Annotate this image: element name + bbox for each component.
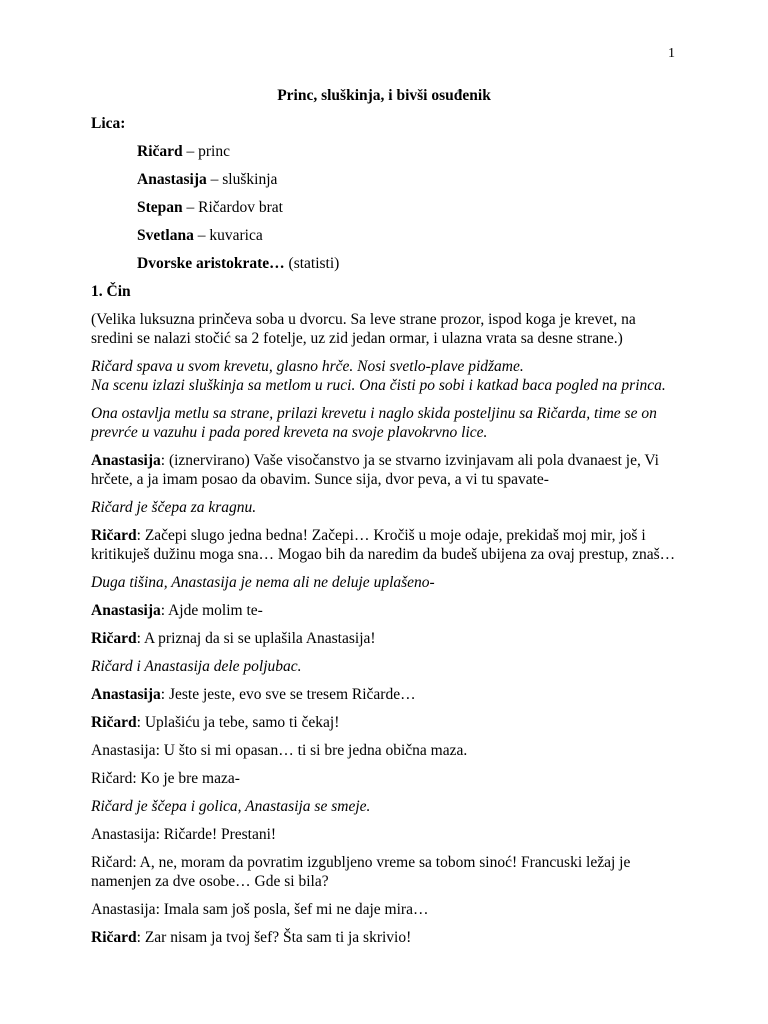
line-text: Anastasija: U što si mi opasan… ti si bre jedna obična maza. [91, 742, 468, 759]
cast-name: Svetlana [137, 227, 194, 244]
stage-direction [91, 797, 691, 816]
cast-role: (statisti) [284, 255, 340, 272]
line-text: : A priznaj da si se uplašila Anastasija! [136, 630, 376, 647]
cast-name: Dvorske aristokrate… [137, 255, 285, 272]
line-text: Ričard: Ko je bre maza- [91, 770, 240, 787]
cast-role: – Ričardov brat [182, 199, 283, 216]
speaker-name: Anastasija [91, 686, 161, 703]
text-line [91, 357, 691, 376]
line-text: : (iznervirano) Vaše visočanstvo ja se stvarno izvinjavam ali pola dvanaest je, Vi [160, 452, 659, 469]
dialogue-line [91, 629, 691, 648]
text-line [91, 900, 691, 919]
text-line [91, 629, 691, 648]
stage-direction [91, 657, 691, 676]
line-text: : Uplašiću ja tebe, samo ti čekaj! [136, 714, 340, 731]
text-line [91, 526, 691, 545]
line-text: Ričard i Anastasija dele poljubac. [91, 658, 302, 675]
script-paragraph [91, 310, 691, 348]
dialogue-line [91, 601, 691, 620]
cast-role: – kuvarica [193, 227, 263, 244]
text-line [91, 470, 691, 489]
speaker-name: Ričard [91, 714, 137, 731]
document-title: Princ, sluškinja, i bivši osuđenik [277, 87, 491, 104]
line-text: prevrće u vazuhu i pada pored kreveta na svoje plavokrvno lice. [91, 424, 488, 441]
cast-item [137, 198, 691, 217]
text-line [91, 545, 691, 564]
text-line [91, 601, 691, 620]
cast-list [91, 142, 691, 273]
line-text: : Začepi slugo jedna bedna! Začepi… Kročiš u moje odaje, prekidaš moj mir, još i [136, 527, 646, 544]
line-text: Ričard spava u svom krevetu, glasno hrče. Nosi svetlo-plave pidžame. [91, 358, 524, 375]
text-line [91, 769, 691, 788]
speaker-name: Ričard [91, 630, 137, 647]
line-text: Ričard je ščepa i golica, Anastasija se smeje. [91, 798, 371, 815]
line-text: : Ajde molim te- [160, 602, 263, 619]
line-text: kritikuješ dužinu moga sna… Mogao bih da naredim da budeš ubijena za ovaj prestup, znaš… [91, 546, 676, 563]
text-line [91, 825, 691, 844]
text-line [91, 310, 691, 329]
line-text: sredini se nalazi stočić sa 2 fotelje, uz zid jedan ormar, i ulazna vrata sa desne strane.) [91, 330, 623, 347]
line-text: Duga tišina, Anastasija je nema ali ne deluje uplašeno- [91, 574, 435, 591]
script-paragraph [91, 741, 691, 760]
line-text: Anastasija: Ričarde! Prestani! [91, 826, 277, 843]
line-text: (Velika luksuzna prinčeva soba u dvorcu. Sa leve strane prozor, ispod koga je krevet, na [91, 311, 636, 328]
text-line [91, 498, 691, 517]
line-text: hrčete, a ja imam posao da obavim. Sunce sija, dvor peva, a vi tu spavate- [91, 471, 549, 488]
line-text: Ona ostavlja metlu sa strane, prilazi krevetu i naglo skida posteljinu sa Ričarda, time se on [91, 405, 657, 422]
script-paragraph [91, 900, 691, 919]
speaker-name: Anastasija [91, 602, 161, 619]
text-line [91, 741, 691, 760]
cast-role: – princ [182, 143, 230, 160]
script-paragraph [91, 825, 691, 844]
cast-name: Stepan [137, 199, 183, 216]
text-line [91, 713, 691, 732]
text-line [91, 451, 691, 470]
stage-direction [91, 357, 691, 395]
text-line [91, 685, 691, 704]
speaker-name: Anastasija [91, 452, 161, 469]
cast-item [137, 170, 691, 189]
script-paragraph [91, 853, 691, 891]
dialogue-line [91, 928, 691, 947]
text-line [91, 853, 691, 872]
line-text: : Jeste jeste, evo sve se tresem Ričarde… [160, 686, 416, 703]
cast-item [137, 254, 691, 273]
cast-name: Ričard [137, 143, 183, 160]
stage-direction [91, 404, 691, 442]
cast-heading: Lica: [91, 115, 126, 132]
text-line [91, 797, 691, 816]
text-line [91, 928, 691, 947]
stage-direction [91, 498, 691, 517]
text-line [91, 329, 691, 348]
act-heading: 1. Čin [91, 283, 131, 300]
page-number: 1 [668, 46, 675, 61]
text-line [91, 573, 691, 592]
dialogue-line [91, 685, 691, 704]
script-paragraph [91, 769, 691, 788]
line-text: namenjen za dve osobe… Gde si bila? [91, 873, 329, 890]
dialogue-line [91, 526, 691, 564]
line-text: Anastasija: Imala sam još posla, šef mi ne daje mira… [91, 901, 429, 918]
script-paragraphs [91, 310, 691, 947]
cast-item [137, 142, 691, 161]
text-line [91, 376, 691, 395]
text-line [91, 872, 691, 891]
line-text: : Zar nisam ja tvoj šef? Šta sam ti ja skrivio! [136, 929, 412, 946]
line-text: Na scenu izlazi sluškinja sa metlom u ruci. Ona čisti po sobi i katkad baca pogled na princa. [91, 377, 666, 394]
speaker-name: Ričard [91, 929, 137, 946]
cast-item [137, 226, 691, 245]
dialogue-line [91, 713, 691, 732]
document-body [91, 114, 691, 956]
text-line [91, 657, 691, 676]
dialogue-line [91, 451, 691, 489]
text-line [91, 423, 691, 442]
text-line [91, 404, 691, 423]
line-text: Ričard: A, ne, moram da povratim izgubljeno vreme sa tobom sinoć! Francuski ležaj je [91, 854, 631, 871]
cast-name: Anastasija [137, 171, 207, 188]
speaker-name: Ričard [91, 527, 137, 544]
cast-role: – sluškinja [206, 171, 278, 188]
stage-direction [91, 573, 691, 592]
line-text: Ričard je ščepa za kragnu. [91, 499, 257, 516]
